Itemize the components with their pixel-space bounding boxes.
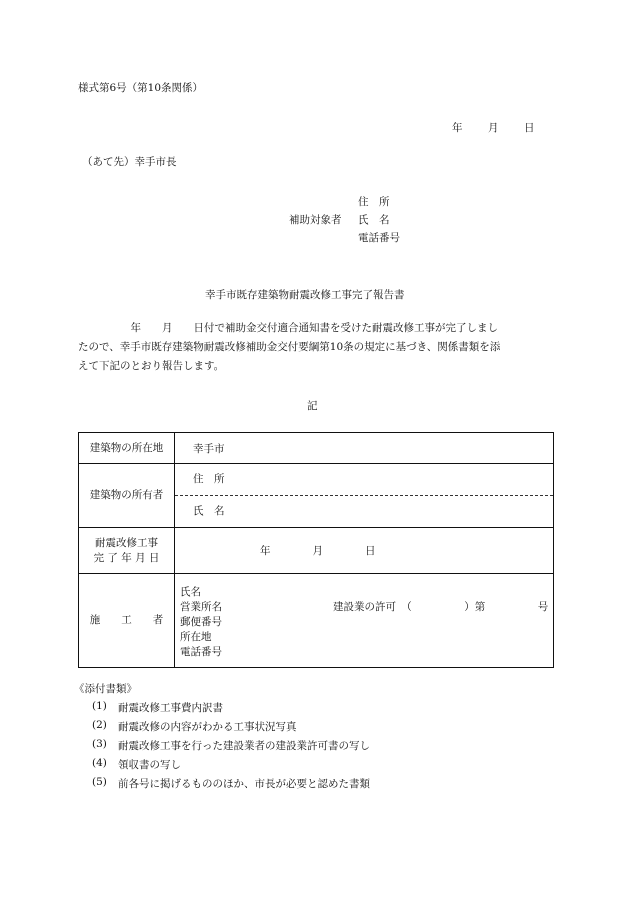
- attachments-header: 《添付書類》: [74, 683, 137, 695]
- contractor-office-label: 営業所名: [180, 601, 222, 613]
- contractor-postal-label: 郵便番号: [180, 616, 222, 628]
- attachment-text: 耐震改修工事費内訳書: [118, 702, 223, 714]
- completion-value[interactable]: 年 月 日: [175, 528, 554, 574]
- contractor-fields: [175, 574, 553, 667]
- applicant-name-label: 氏 名: [358, 214, 390, 226]
- contractor-name-label: 氏名: [180, 586, 201, 598]
- completion-label-line1: 耐震改修工事: [95, 536, 158, 549]
- contractor-cell[interactable]: [175, 574, 554, 668]
- date-year: 年: [452, 122, 463, 134]
- table-row: [79, 433, 554, 464]
- addressee: （あて先）幸手市長: [82, 156, 177, 168]
- attachment-number: (4): [92, 757, 107, 769]
- location-value[interactable]: 幸手市: [175, 433, 554, 464]
- attachment-number: (2): [92, 719, 107, 731]
- license-label: 建設業の許可 （ ）第 号: [333, 601, 549, 613]
- applicant-phone-label: 電話番号: [358, 232, 400, 244]
- table-row: [79, 528, 554, 574]
- contractor-address-label: 所在地: [180, 631, 212, 643]
- body-line: 年 月 日付で補助金交付適合通知書を受けた耐震改修工事が完了しまし: [78, 322, 498, 334]
- report-table: [78, 432, 554, 668]
- applicant-role: 補助対象者: [289, 214, 342, 226]
- owner-address[interactable]: 住 所: [175, 464, 553, 496]
- body-line: たので、幸手市既存建築物耐震改修補助金交付要綱第10条の規定に基づき、関係書類を添: [78, 341, 501, 353]
- document-title: 幸手市既存建築物耐震改修工事完了報告書: [205, 289, 405, 301]
- attachment-text: 領収書の写し: [118, 759, 181, 771]
- table-row: [79, 464, 554, 528]
- attachment-text: 耐震改修の内容がわかる工事状況写真: [118, 721, 297, 733]
- owner-name[interactable]: 氏 名: [193, 505, 225, 517]
- date-day: 日: [524, 122, 535, 134]
- body-text: [78, 319, 554, 376]
- ki-mark: 記: [307, 400, 318, 412]
- attachment-number: (5): [92, 776, 107, 788]
- contractor-label: 施 工 者: [79, 574, 175, 668]
- form-number: 様式第6号（第10条関係）: [78, 82, 204, 94]
- completion-label-line2: 完 了 年 月 日: [93, 551, 160, 564]
- owner-label: 建築物の所有者: [79, 464, 175, 528]
- date-month: 月: [488, 122, 499, 134]
- attachment-number: (3): [92, 738, 107, 750]
- contractor-phone-label: 電話番号: [180, 646, 222, 658]
- attachment-number: (1): [92, 700, 107, 712]
- attachment-text: 耐震改修工事を行った建設業者の建設業許可書の写し: [118, 740, 370, 752]
- location-label: 建築物の所在地: [79, 433, 175, 464]
- applicant-address-label: 住 所: [358, 196, 390, 208]
- attachment-text: 前各号に掲げるもののほか、市長が必要と認めた書類: [118, 778, 370, 790]
- body-line: えて下記のとおり報告します。: [78, 360, 225, 372]
- table-row: [79, 574, 554, 668]
- completion-label: [79, 528, 175, 574]
- owner-cell: [175, 464, 554, 528]
